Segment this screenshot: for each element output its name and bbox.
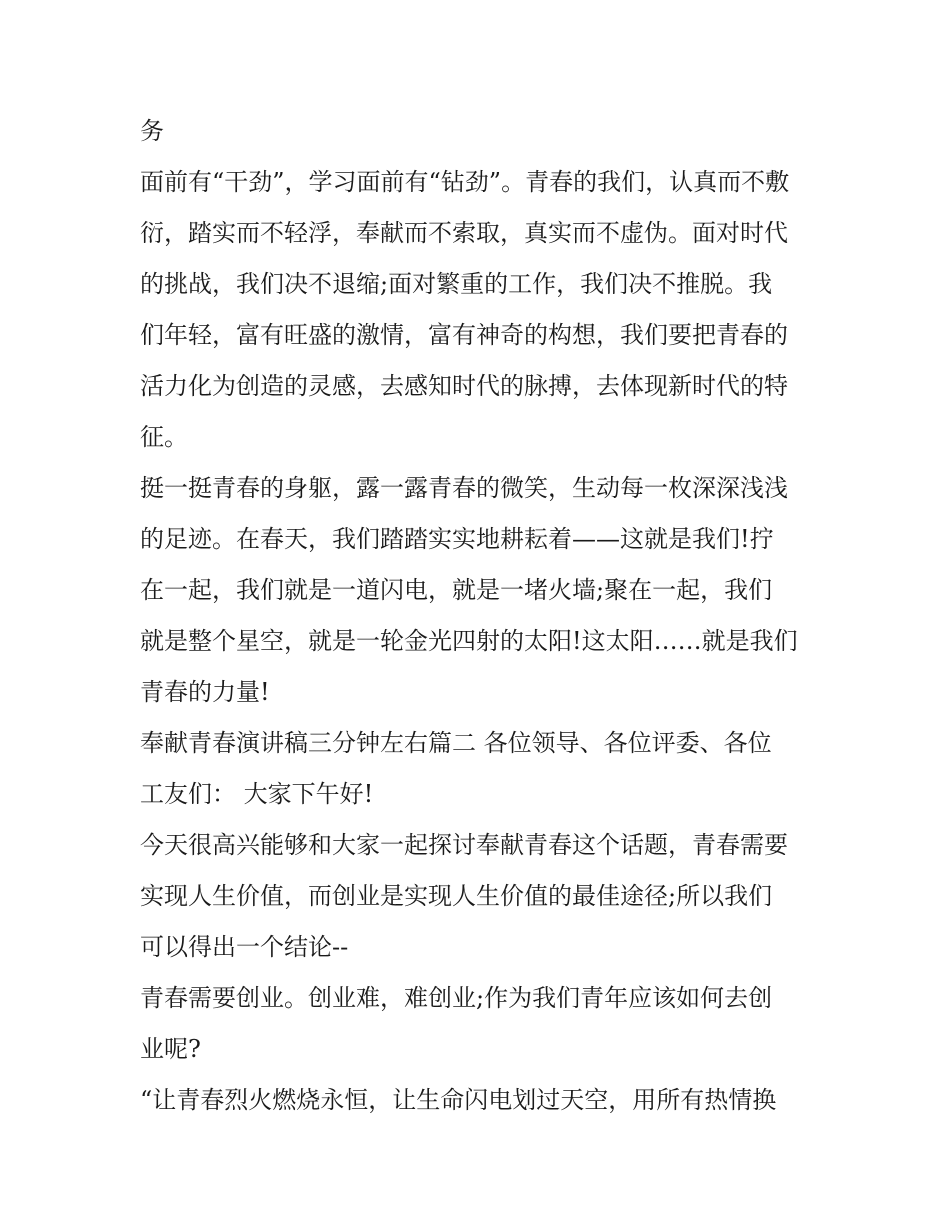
- text-line: 活力化为创造的灵感，去感知时代的脉搏，去体现新时代的特: [140, 372, 788, 400]
- section-heading-line: 奉献青春演讲稿三分钟左右篇二 各位领导、各位评委、各位: [140, 729, 772, 757]
- text-line: 务: [140, 117, 164, 145]
- text-line: 可以得出一个结论--: [140, 933, 349, 961]
- text-line: 今天很高兴能够和大家一起探讨奉献青春这个话题，青春需要: [140, 831, 788, 859]
- greeting-line: 工友们： 大家下午好!: [140, 780, 374, 808]
- body-text: [140, 106, 820, 1126]
- text-line: 们年轻，富有旺盛的激情，富有神奇的构想，我们要把青春的: [140, 321, 788, 349]
- text-line: 衍，踏实而不轻浮，奉献而不索取，真实而不虚伪。面对时代: [140, 219, 788, 247]
- text-line: 在一起，我们就是一道闪电，就是一堵火墙;聚在一起，我们: [140, 576, 773, 604]
- text-line: “让青春烈火燃烧永恒，让生命闪电划过天空，用所有热情换: [140, 1086, 777, 1114]
- text-line: 青春需要创业。创业难，难创业;作为我们青年应该如何去创: [140, 984, 773, 1012]
- text-line: 挺一挺青春的身躯，露一露青春的微笑，生动每一枚深深浅浅: [140, 474, 788, 502]
- text-line: 面前有“干劲”，学习面前有“钻劲”。青春的我们，认真而不敷: [140, 168, 790, 196]
- text-line: 的足迹。在春天，我们踏踏实实地耕耘着——这就是我们!拧: [140, 525, 774, 553]
- text-line: 业呢?: [140, 1035, 201, 1063]
- text-line: 青春的力量!: [140, 678, 270, 706]
- text-line: 就是整个星空，就是一轮金光四射的太阳!这太阳……就是我们: [140, 627, 798, 655]
- text-line: 的挑战，我们决不退缩;面对繁重的工作，我们决不推脱。我: [140, 270, 773, 298]
- text-line: 征。: [140, 423, 188, 451]
- text-line: 实现人生价值，而创业是实现人生价值的最佳途径;所以我们: [140, 882, 773, 910]
